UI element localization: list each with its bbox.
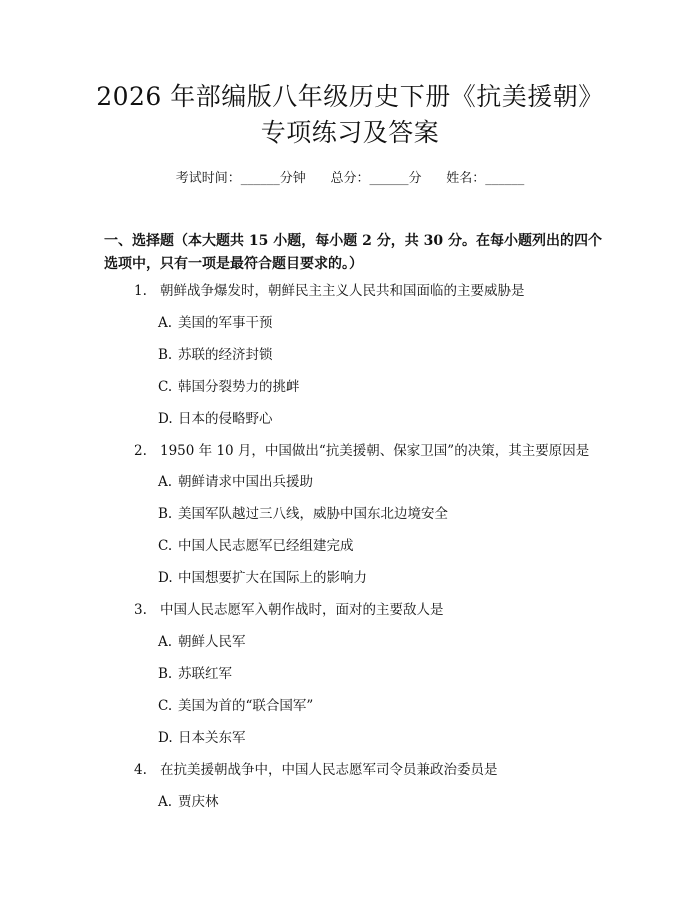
question-1-option-d — [158, 410, 273, 428]
option-text: 美国为首的“联合国军” — [178, 698, 314, 714]
question-text: 中国人民志愿军入朝作战时，面对的主要敌人是 — [160, 602, 444, 618]
option-text: 韩国分裂势力的挑衅 — [178, 379, 300, 395]
section-heading: 一、选择题（本大题共 15 小题，每小题 2 分，共 30 分。在每小题列出的四个选项中，只有一项是最符合题目要求的。） — [104, 233, 602, 272]
question-number: 3. — [134, 602, 147, 618]
question-1-option-a — [158, 314, 273, 332]
question-2 — [134, 442, 589, 460]
document-title-line2: 专项练习及答案 — [260, 118, 440, 147]
question-3-option-c — [158, 697, 313, 715]
option-letter: B. — [158, 347, 173, 363]
question-text: 朝鲜战争爆发时，朝鲜民主主义人民共和国面临的主要威胁是 — [160, 283, 525, 299]
option-text: 朝鲜请求中国出兵援助 — [178, 474, 313, 490]
question-1-option-c — [158, 378, 300, 396]
option-text: 朝鲜人民军 — [178, 634, 246, 650]
option-text: 中国想要扩大在国际上的影响力 — [178, 570, 367, 586]
option-letter: D. — [158, 730, 173, 746]
option-text: 苏联红军 — [178, 666, 232, 682]
question-4-option-a — [158, 793, 219, 811]
option-letter: B. — [158, 666, 173, 682]
question-3-option-b — [158, 665, 232, 683]
question-text: 1950 年 10 月，中国做出“抗美援朝、保家卫国”的决策，其主要原因是 — [160, 443, 590, 459]
question-number: 4. — [134, 762, 147, 778]
option-letter: A. — [158, 634, 173, 650]
question-number: 2. — [134, 443, 147, 459]
question-number: 1. — [134, 283, 147, 299]
option-letter: C. — [158, 698, 173, 714]
question-1 — [134, 282, 525, 300]
option-letter: D. — [158, 411, 173, 427]
option-letter: B. — [158, 506, 173, 522]
question-3-option-d — [158, 729, 246, 747]
option-letter: D. — [158, 570, 173, 586]
option-text: 中国人民志愿军已经组建完成 — [178, 538, 354, 554]
document-title-line1: 2026 年部编版八年级历史下册《抗美援朝》 — [96, 82, 604, 111]
option-text: 美国的军事干预 — [178, 315, 273, 331]
question-2-option-a — [158, 473, 313, 491]
question-2-option-d — [158, 569, 367, 587]
option-letter: A. — [158, 794, 173, 810]
question-1-option-b — [158, 346, 273, 364]
question-3-option-a — [158, 633, 246, 651]
option-letter: C. — [158, 379, 173, 395]
option-text: 贾庆林 — [178, 794, 219, 810]
question-2-option-b — [158, 505, 448, 523]
option-text: 日本的侵略野心 — [178, 411, 273, 427]
question-3 — [134, 601, 444, 619]
option-text: 苏联的经济封锁 — [178, 347, 273, 363]
option-text: 日本关东军 — [178, 730, 246, 746]
option-text: 美国军队越过三八线，威胁中国东北边境安全 — [178, 506, 448, 522]
option-letter: C. — [158, 538, 173, 554]
question-text: 在抗美援朝战争中，中国人民志愿军司令员兼政治委员是 — [160, 762, 498, 778]
question-2-option-c — [158, 537, 354, 555]
option-letter: A. — [158, 474, 173, 490]
option-letter: A. — [158, 315, 173, 331]
question-4 — [134, 761, 498, 779]
exam-info: 考试时间：______分钟 总分：______分 姓名：______ — [175, 171, 525, 186]
